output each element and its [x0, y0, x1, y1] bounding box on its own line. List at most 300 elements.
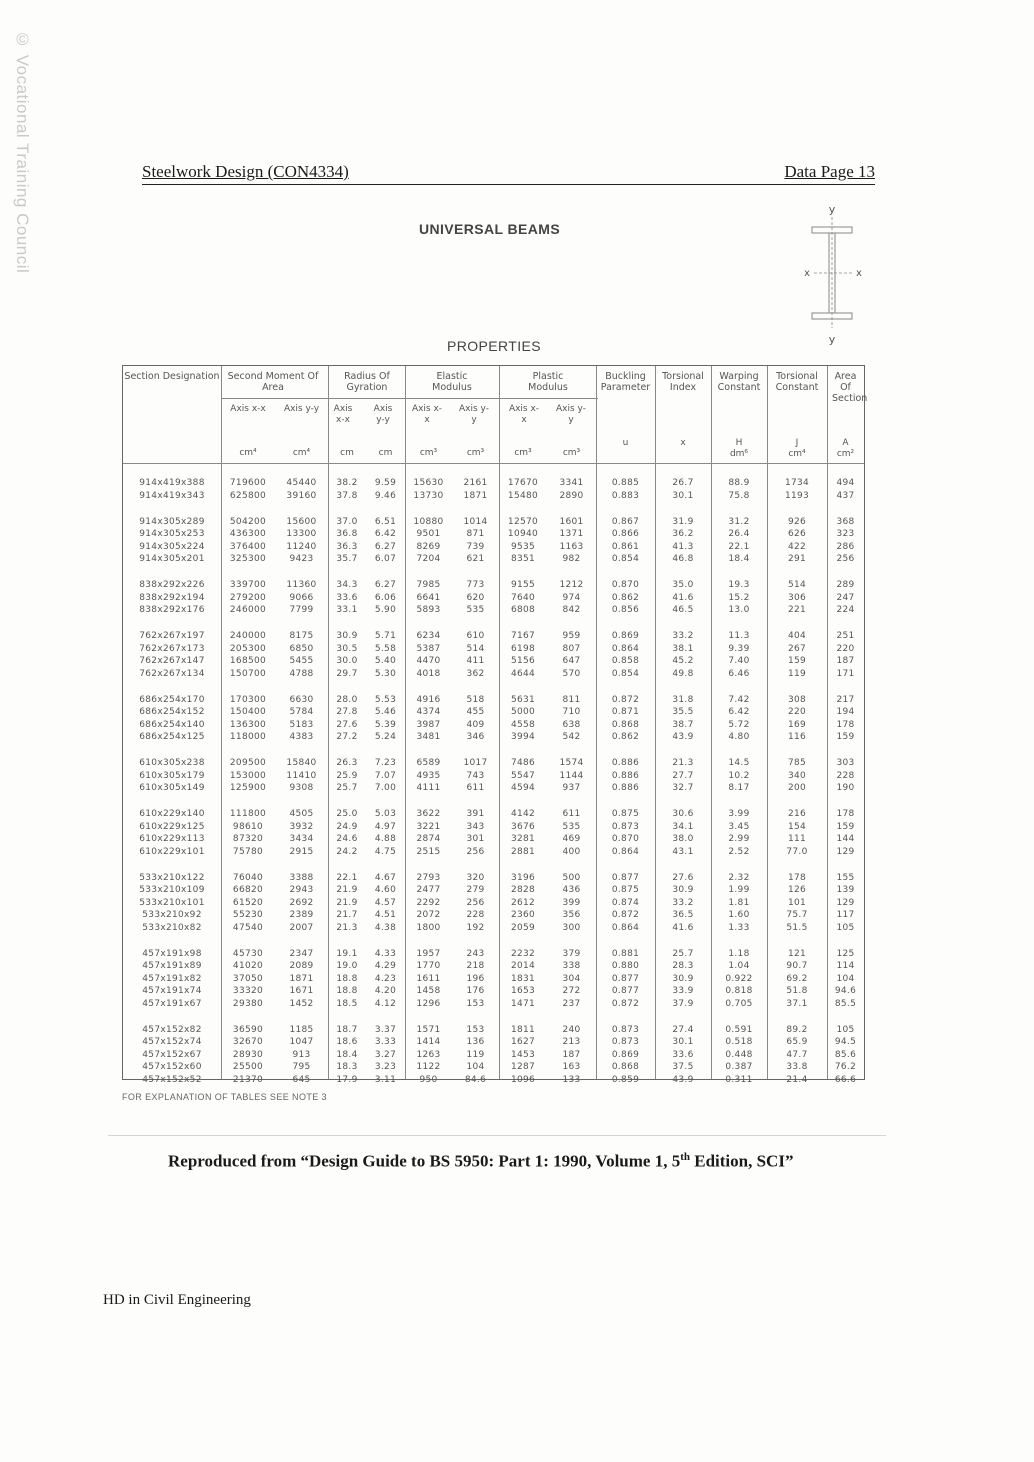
cell-warping: 7.42	[728, 694, 750, 705]
cell-rxx: 30.9	[336, 631, 358, 641]
axis-yy-plastic: Axis y-y	[556, 404, 586, 425]
cell-iyy: 13300	[286, 529, 317, 539]
cell-ixx: 150700	[229, 668, 267, 679]
cell-zxx: 15630	[413, 478, 444, 488]
cell-rxx: 21.7	[336, 910, 358, 920]
cell-zxx: 1414	[416, 1037, 441, 1047]
header-section: Section Designation	[124, 371, 220, 382]
axis-y-top-label: y	[828, 203, 836, 216]
cell-buckling: 0.877	[611, 973, 640, 984]
symbol-x: x	[680, 438, 686, 448]
cell-ryy: 9.59	[374, 478, 397, 488]
cell-torsional-constant: 785	[787, 758, 807, 768]
cell-zxx: 1122	[416, 1062, 441, 1072]
cell-syy: 1163	[559, 541, 584, 552]
cell-ryy: 4.12	[374, 998, 397, 1009]
cell-buckling: 0.868	[611, 719, 640, 730]
cell-syy: 570	[562, 668, 581, 679]
cell-zxx: 5387	[416, 643, 441, 654]
cell-torsional-index: 30.1	[672, 490, 694, 501]
cell-warping: 1.04	[728, 961, 750, 971]
cell-zxx: 8269	[416, 541, 441, 552]
cell-torsional-constant: 116	[787, 732, 807, 742]
cell-area: 323	[836, 529, 855, 539]
cell-buckling: 0.873	[611, 821, 640, 832]
cell-torsional-index: 33.2	[672, 897, 694, 908]
cell-sxx: 2828	[510, 885, 536, 895]
cell-area: 117	[836, 910, 855, 920]
cell-ixx: 28930	[232, 1049, 264, 1060]
cell-area: 94.6	[834, 986, 857, 996]
cell-sxx: 2360	[510, 910, 536, 920]
cell-zxx: 2477	[416, 885, 441, 895]
cell-torsional-index: 35.5	[672, 707, 694, 717]
cell-iyy: 9066	[289, 592, 314, 603]
cell-warping: 2.32	[728, 872, 750, 883]
cell-sxx: 3281	[510, 834, 536, 844]
cell-warping: 13.0	[728, 605, 750, 615]
cell-ixx: 170300	[229, 694, 267, 705]
cell-ixx: 47540	[232, 922, 264, 933]
cell-zxx: 1800	[416, 922, 441, 933]
cell-ixx: 76040	[232, 872, 264, 883]
cell-sxx: 9535	[510, 541, 536, 552]
cell-zxx: 4374	[416, 707, 441, 717]
cell-ixx: 246000	[229, 605, 267, 615]
cell-zyy: 301	[466, 834, 485, 844]
cell-torsional-constant: 926	[787, 516, 807, 527]
cell-designation: 838x292x226	[139, 580, 205, 590]
cell-zyy: 2161	[463, 478, 488, 488]
cell-area: 85.5	[834, 998, 857, 1009]
cell-ixx: 37050	[232, 973, 264, 984]
table-row	[123, 873, 864, 886]
section-group	[123, 695, 864, 745]
cell-torsional-index: 27.7	[672, 770, 694, 781]
cell-buckling: 0.886	[611, 783, 640, 793]
cell-warping: 31.2	[728, 516, 750, 527]
cell-area: 139	[836, 885, 855, 895]
cell-syy: 647	[562, 656, 581, 666]
cell-torsional-index: 36.5	[672, 910, 694, 920]
cell-iyy: 15840	[286, 758, 317, 768]
cell-ryy: 3.11	[374, 1074, 397, 1085]
cell-iyy: 6630	[289, 694, 314, 705]
cell-area: 125	[836, 948, 855, 959]
cell-warping: 11.3	[728, 631, 750, 641]
cell-torsional-index: 41.6	[672, 592, 694, 603]
axis-xx-moment: Axis x-x	[230, 404, 266, 414]
header-buckling-parameter: Buckling Parameter	[600, 371, 651, 393]
cell-iyy: 1047	[289, 1037, 314, 1047]
cell-buckling: 0.870	[611, 834, 640, 844]
cell-rxx: 18.3	[336, 1062, 358, 1072]
table-row	[123, 1062, 864, 1075]
table-row	[123, 1037, 864, 1050]
section-group	[123, 580, 864, 618]
cell-ryy: 5.30	[374, 668, 397, 679]
cell-syy: 240	[562, 1024, 581, 1035]
cell-ixx: 87320	[232, 834, 264, 844]
cell-torsional-constant: 21.4	[786, 1074, 808, 1085]
cell-torsional-index: 32.7	[672, 783, 694, 793]
cell-designation: 457x152x60	[142, 1062, 202, 1072]
cell-area: 224	[836, 605, 855, 615]
cell-zyy: 610	[466, 631, 485, 641]
cell-ryy: 5.39	[374, 719, 397, 730]
cell-ixx: 625800	[229, 490, 267, 501]
cell-buckling: 0.870	[611, 580, 640, 590]
cell-designation: 914x419x388	[139, 478, 205, 488]
cell-zyy: 218	[466, 961, 485, 971]
properties-table	[122, 365, 868, 1085]
unit-plastic-yy: cm³	[562, 448, 581, 458]
cell-torsional-constant: 33.8	[786, 1062, 808, 1072]
cell-zxx: 5893	[416, 605, 441, 615]
cell-designation: 914x305x201	[139, 554, 205, 564]
cell-rxx: 36.3	[336, 541, 358, 552]
cell-ryy: 4.67	[374, 872, 397, 883]
cell-zyy: 611	[466, 783, 485, 793]
table-row	[123, 593, 864, 606]
cell-iyy: 1671	[289, 986, 314, 996]
table-row	[123, 542, 864, 555]
cell-warping: 2.99	[728, 834, 750, 844]
cell-area: 247	[836, 592, 855, 603]
table-row	[123, 1050, 864, 1063]
cell-buckling: 0.872	[611, 694, 640, 705]
cell-ryy: 6.51	[374, 516, 397, 527]
cell-ixx: 61520	[232, 897, 264, 908]
cell-ryy: 4.20	[374, 986, 397, 996]
cell-torsional-index: 31.9	[672, 516, 694, 527]
cell-warping: 2.52	[728, 846, 750, 857]
unit-moment-xx: cm⁴	[239, 448, 257, 458]
cell-zyy: 343	[466, 821, 485, 832]
cell-rxx: 17.9	[336, 1074, 358, 1085]
cell-rxx: 19.0	[336, 961, 358, 971]
cell-syy: 2890	[559, 490, 584, 501]
cell-torsional-index: 26.7	[672, 478, 694, 488]
cell-warping: 0.922	[725, 973, 753, 984]
cell-syy: 500	[562, 872, 581, 883]
cell-syy: 304	[562, 973, 581, 984]
reproduction-text: Reproduced from “Design Guide to BS 5950: Part 1: 1990, Volume 1, 5	[168, 1151, 681, 1171]
cell-iyy: 3932	[289, 821, 314, 832]
cell-torsional-constant: 159	[787, 656, 807, 666]
cell-area: 105	[836, 1024, 855, 1035]
cell-rxx: 33.1	[336, 605, 358, 615]
cell-torsional-constant: 47.7	[786, 1049, 808, 1060]
cell-sxx: 2612	[510, 897, 536, 908]
table-row	[123, 898, 864, 911]
cell-torsional-index: 43.9	[672, 732, 694, 742]
cell-rxx: 18.4	[336, 1049, 358, 1060]
cell-zyy: 196	[466, 973, 485, 984]
cell-iyy: 15600	[286, 516, 317, 527]
table-row	[123, 961, 864, 974]
cell-torsional-index: 33.6	[672, 1049, 694, 1060]
cell-ryy: 5.90	[374, 605, 397, 615]
cell-designation: 533x210x92	[142, 910, 202, 920]
cell-rxx: 33.6	[336, 592, 358, 603]
cell-designation: 838x292x194	[139, 592, 205, 603]
cell-syy: 133	[562, 1074, 581, 1085]
cell-iyy: 9423	[289, 554, 314, 564]
cell-area: 104	[836, 973, 855, 984]
cell-designation: 610x305x238	[139, 758, 205, 768]
cell-iyy: 2089	[289, 961, 314, 971]
cell-sxx: 9155	[510, 580, 536, 590]
table-row	[123, 949, 864, 962]
cell-ixx: 209500	[229, 758, 267, 768]
cell-sxx: 1627	[510, 1037, 536, 1047]
cell-ryy: 3.23	[374, 1062, 397, 1072]
cell-buckling: 0.875	[611, 809, 640, 819]
cell-warping: 7.40	[728, 656, 750, 666]
cell-ryy: 4.57	[374, 897, 397, 908]
axis-xx-plastic: Axis x-x	[508, 404, 540, 425]
cell-iyy: 2692	[289, 897, 314, 908]
cell-buckling: 0.881	[611, 948, 640, 959]
cell-rxx: 30.5	[336, 643, 358, 654]
cell-rxx: 18.8	[336, 973, 358, 984]
cell-ryy: 4.60	[374, 885, 397, 895]
cell-zyy: 871	[466, 529, 485, 539]
cell-designation: 914x305x289	[139, 516, 205, 527]
cell-warping: 1.33	[728, 922, 750, 933]
cell-torsional-index: 25.7	[672, 948, 694, 959]
table-row	[123, 656, 864, 669]
cell-ixx: 125900	[229, 783, 267, 793]
cell-buckling: 0.864	[611, 643, 640, 654]
cell-iyy: 45440	[286, 478, 317, 488]
cell-zxx: 4916	[416, 694, 441, 705]
cell-warping: 5.72	[728, 719, 750, 730]
cell-torsional-constant: 37.1	[786, 998, 808, 1009]
cell-area: 303	[836, 758, 855, 768]
unit-moment-yy: cm⁴	[292, 448, 311, 458]
cell-ryy: 9.46	[374, 490, 397, 501]
cell-torsional-constant: 178	[787, 872, 807, 883]
cell-sxx: 7486	[510, 758, 536, 768]
table-row	[123, 605, 864, 618]
cell-ryy: 6.27	[374, 541, 397, 552]
cell-area: 76.2	[834, 1062, 857, 1072]
cell-zyy: 228	[466, 910, 485, 920]
cell-zxx: 3221	[416, 821, 441, 832]
cell-torsional-constant: 169	[787, 719, 807, 730]
cell-sxx: 3196	[510, 872, 536, 883]
section-group	[123, 517, 864, 567]
section-group	[123, 873, 864, 936]
cell-syy: 1601	[559, 516, 584, 527]
cell-sxx: 1453	[510, 1049, 536, 1060]
cell-designation: 914x305x224	[139, 541, 205, 552]
cell-rxx: 21.9	[336, 885, 358, 895]
cell-buckling: 0.885	[611, 478, 640, 488]
cell-iyy: 3434	[289, 834, 314, 844]
cell-zyy: 279	[466, 885, 485, 895]
cell-zyy: 153	[466, 1024, 485, 1035]
cell-ryy: 6.27	[374, 580, 397, 590]
cell-designation: 838x292x176	[139, 605, 205, 615]
cell-zxx: 4018	[416, 668, 441, 679]
cell-ixx: 150400	[229, 707, 267, 717]
cell-area: 85.6	[834, 1049, 857, 1060]
cell-ryy: 4.75	[374, 846, 397, 857]
cell-area: 159	[836, 821, 855, 832]
table-row	[123, 580, 864, 593]
cell-designation: 457x191x82	[142, 973, 202, 984]
cell-torsional-constant: 65.9	[786, 1037, 808, 1047]
axis-xx-elastic: Axis x-x	[411, 404, 443, 425]
cell-warping: 0.311	[725, 1074, 753, 1085]
cell-syy: 1144	[559, 770, 584, 781]
cell-designation: 610x305x179	[139, 770, 205, 781]
cell-area: 114	[836, 961, 855, 971]
cell-iyy: 645	[292, 1074, 311, 1085]
cell-ixx: 21370	[232, 1074, 264, 1085]
cell-rxx: 36.8	[336, 529, 358, 539]
cell-zyy: 1014	[463, 516, 488, 527]
cell-syy: 300	[562, 922, 581, 933]
cell-warping: 9.39	[728, 643, 750, 654]
cell-syy: 469	[562, 834, 581, 844]
cell-torsional-index: 27.6	[672, 872, 694, 883]
cell-torsional-index: 43.1	[672, 846, 694, 857]
cell-iyy: 11410	[286, 770, 317, 781]
cell-sxx: 5631	[510, 694, 536, 705]
cell-buckling: 0.880	[611, 961, 640, 971]
axis-x-right-label: x	[856, 268, 862, 279]
cell-rxx: 35.7	[336, 554, 358, 564]
cell-zyy: 621	[466, 554, 485, 564]
cell-rxx: 24.2	[336, 846, 358, 857]
cell-area: 228	[836, 770, 855, 781]
cell-rxx: 26.3	[336, 758, 358, 768]
cell-iyy: 6850	[289, 643, 314, 654]
table-row	[123, 986, 864, 999]
i-beam-diagram	[798, 202, 868, 347]
cell-ixx: 118000	[229, 732, 267, 742]
cell-torsional-constant: 51.8	[786, 986, 808, 996]
cell-zyy: 455	[466, 707, 485, 717]
cell-sxx: 1653	[510, 986, 536, 996]
axis-xx-gyration: Axis x-x	[333, 404, 353, 425]
cell-ryy: 5.24	[374, 732, 397, 742]
cell-sxx: 2881	[510, 846, 536, 857]
divider	[108, 1135, 886, 1136]
cell-ixx: 376400	[229, 541, 267, 552]
cell-warping: 22.1	[728, 541, 750, 552]
cell-iyy: 4505	[289, 809, 314, 819]
cell-ixx: 29380	[232, 998, 264, 1009]
cell-warping: 10.2	[728, 770, 750, 781]
cell-zxx: 4470	[416, 656, 441, 666]
unit-elastic-xx: cm³	[419, 448, 438, 458]
cell-sxx: 6198	[510, 643, 536, 654]
cell-designation: 533x210x101	[139, 897, 205, 908]
cell-ryy: 3.27	[374, 1049, 397, 1060]
cell-designation: 457x152x52	[142, 1074, 202, 1085]
cell-syy: 982	[562, 554, 581, 564]
cell-sxx: 4558	[510, 719, 536, 730]
cell-warping: 1.81	[728, 897, 750, 908]
cell-torsional-index: 43.9	[672, 1074, 694, 1085]
cell-ryy: 5.53	[374, 694, 397, 705]
cell-warping: 6.46	[728, 668, 750, 679]
cell-buckling: 0.864	[611, 846, 640, 857]
cell-warping: 0.448	[725, 1049, 753, 1060]
cell-sxx: 8351	[510, 554, 536, 564]
cell-ryy: 4.33	[374, 948, 397, 959]
cell-zxx: 3481	[416, 732, 441, 742]
cell-ixx: 325300	[229, 554, 267, 564]
cell-area: 289	[836, 580, 855, 590]
cell-zxx: 7204	[416, 554, 441, 564]
cell-torsional-index: 30.9	[672, 973, 694, 984]
cell-ixx: 25500	[232, 1062, 264, 1072]
cell-sxx: 4142	[510, 809, 536, 819]
cell-sxx: 2232	[510, 948, 536, 959]
cell-warping: 18.4	[728, 554, 750, 564]
cell-ixx: 339700	[229, 580, 267, 590]
cell-ixx: 98610	[232, 821, 264, 832]
cell-designation: 533x210x122	[139, 872, 205, 883]
cell-syy: 163	[562, 1062, 581, 1072]
cell-designation: 457x152x82	[142, 1024, 202, 1035]
cell-ixx: 111800	[229, 809, 267, 819]
cell-torsional-constant: 154	[787, 821, 807, 832]
cell-sxx: 3994	[510, 732, 536, 742]
cell-sxx: 1096	[510, 1074, 536, 1085]
cell-ixx: 41020	[232, 961, 264, 971]
cell-syy: 3341	[559, 478, 584, 488]
section-group	[123, 949, 864, 1012]
table-row	[123, 1025, 864, 1038]
cell-warping: 3.99	[728, 809, 750, 819]
cell-buckling: 0.877	[611, 986, 640, 996]
cell-torsional-index: 21.3	[672, 758, 694, 768]
cell-designation: 533x210x109	[139, 885, 205, 895]
header-torsional-index: Torsional Index	[662, 371, 704, 393]
cell-zxx: 2874	[416, 834, 441, 844]
symbol-h: H	[735, 438, 743, 448]
cell-designation: 762x267x134	[139, 668, 205, 679]
cell-torsional-index: 49.8	[672, 668, 694, 679]
cell-ryy: 3.37	[374, 1024, 397, 1035]
cell-sxx: 1831	[510, 973, 536, 984]
cell-syy: 611	[562, 809, 581, 819]
cell-designation: 686x254x152	[139, 707, 205, 717]
cell-torsional-constant: 77.0	[786, 846, 808, 857]
table-row	[123, 885, 864, 898]
cell-iyy: 8175	[289, 631, 314, 641]
cell-ixx: 504200	[229, 516, 267, 527]
cell-zyy: 192	[466, 922, 485, 933]
cell-torsional-constant: 51.5	[786, 922, 808, 933]
cell-torsional-index: 30.6	[672, 809, 694, 819]
reproduction-sup: th	[680, 1151, 690, 1163]
cell-iyy: 2347	[289, 948, 314, 959]
header-torsional-constant: Torsional Constant	[775, 371, 819, 393]
cell-ryy: 4.29	[374, 961, 397, 971]
cell-rxx: 19.1	[336, 948, 358, 959]
cell-buckling: 0.873	[611, 1037, 640, 1047]
cell-ryy: 3.33	[374, 1037, 397, 1047]
cell-torsional-constant: 221	[787, 605, 807, 615]
